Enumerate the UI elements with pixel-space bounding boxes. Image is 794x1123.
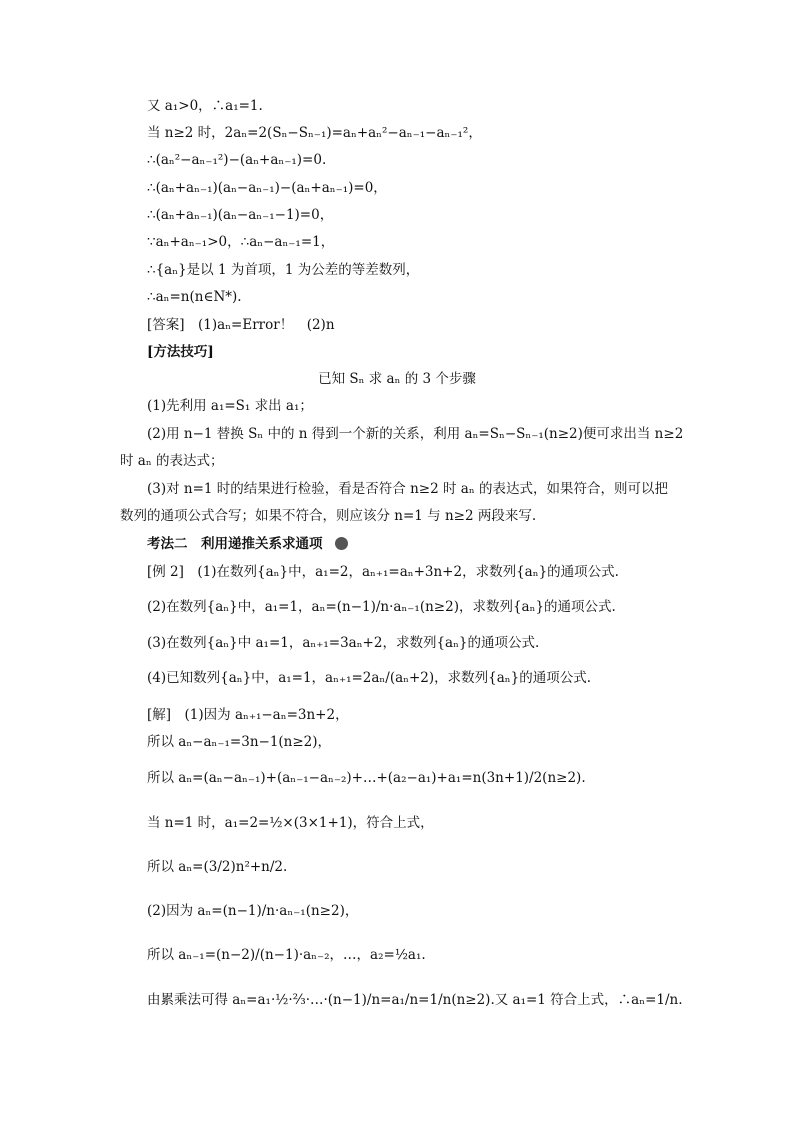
text-line: [例 2] (1)在数列{aₙ}中，a₁=2，aₙ₊₁=aₙ+3n+2，求数列{aₙ}的通项公式. — [147, 564, 619, 580]
text-line: [解] (1)因为 aₙ₊₁−aₙ=3n+2， — [147, 707, 349, 723]
text-line: (4)已知数列{aₙ}中，a₁=1，aₙ₊₁=2aₙ/(aₙ+2)，求数列{aₙ}的通项公式. — [147, 670, 591, 686]
text-line: 所以 aₙ=(3/2)n²+n/2. — [147, 859, 288, 875]
text-line: ∴(aₙ+aₙ₋₁)(aₙ−aₙ₋₁−1)=0， — [147, 207, 334, 223]
text-line: ∴(aₙ²−aₙ₋₁²)−(aₙ+aₙ₋₁)=0. — [147, 152, 327, 168]
text-line: 由累乘法可得 aₙ=a₁·½·⅔·…·(n−1)/n=a₁/n=1/n(n≥2).又 a₁=1 符合上式，∴aₙ=1/n. — [147, 992, 683, 1008]
text-line: 所以 aₙ−aₙ₋₁=3n−1(n≥2)， — [147, 734, 332, 750]
section-label: [方法技巧] — [147, 344, 214, 360]
text-line: ∴(aₙ+aₙ₋₁)(aₙ−aₙ₋₁)−(aₙ+aₙ₋₁)=0， — [147, 180, 387, 196]
section-title: 已知 Sₙ 求 aₙ 的 3 个步骤 — [318, 371, 476, 387]
text-line: 当 n=1 时，a₁=2=½×(3×1+1)，符合上式， — [147, 815, 434, 831]
text-line: ∴aₙ=n(n∈N*). — [147, 289, 242, 305]
text-line: 当 n≥2 时，2aₙ=2(Sₙ−Sₙ₋₁)=aₙ+aₙ²−aₙ₋₁−aₙ₋₁²， — [147, 125, 482, 141]
text-line: ∵aₙ+aₙ₋₁>0，∴aₙ−aₙ₋₁=1， — [147, 234, 335, 250]
text-line: (3)在数列{aₙ}中 a₁=1，aₙ₊₁=3aₙ+2，求数列{aₙ}的通项公式. — [147, 635, 540, 651]
text-line: 数列的通项公式合写；如果不符合，则应该分 n=1 与 n≥2 两段来写. — [120, 508, 537, 524]
text-line: 所以 aₙ=(aₙ−aₙ₋₁)+(aₙ₋₁−aₙ₋₂)+…+(a₂−a₁)+a₁=n(3n+1)/2(n≥2). — [147, 770, 586, 786]
text-line: 所以 aₙ₋₁=(n−2)/(n−1)·aₙ₋₂，…，a₂=½a₁. — [147, 947, 426, 963]
text-line: (1)先利用 a₁=S₁ 求出 a₁； — [147, 398, 313, 414]
text-line: (3)对 n=1 时的结果进行检验，看是否符合 n≥2 时 aₙ 的表达式，如果符合，则可以把 — [147, 481, 668, 497]
text-line: (2)用 n−1 替换 Sₙ 中的 n 得到一个新的关系，利用 aₙ=Sₙ−Sₙ₋₁(n≥2)便可求出当 n≥2 — [147, 426, 684, 442]
bullet-dot-icon — [335, 537, 348, 550]
text-line: (2)在数列{aₙ}中，a₁=1，aₙ=(n−1)/n·aₙ₋₁(n≥2)，求数列{aₙ}的通项公式. — [147, 599, 616, 615]
text-line: (2)因为 aₙ=(n−1)/n·aₙ₋₁(n≥2)， — [147, 903, 359, 919]
text-line: 时 aₙ 的表达式； — [120, 453, 224, 469]
text-line: 又 a₁>0，∴a₁=1. — [147, 98, 263, 114]
text-line: ∴{aₙ}是以 1 为首项，1 为公差的等差数列， — [147, 262, 420, 278]
method-heading: 考法二 利用递推关系求通项 — [147, 535, 348, 553]
answer-line: [答案] (1)aₙ=Error！ (2)n — [147, 317, 335, 333]
